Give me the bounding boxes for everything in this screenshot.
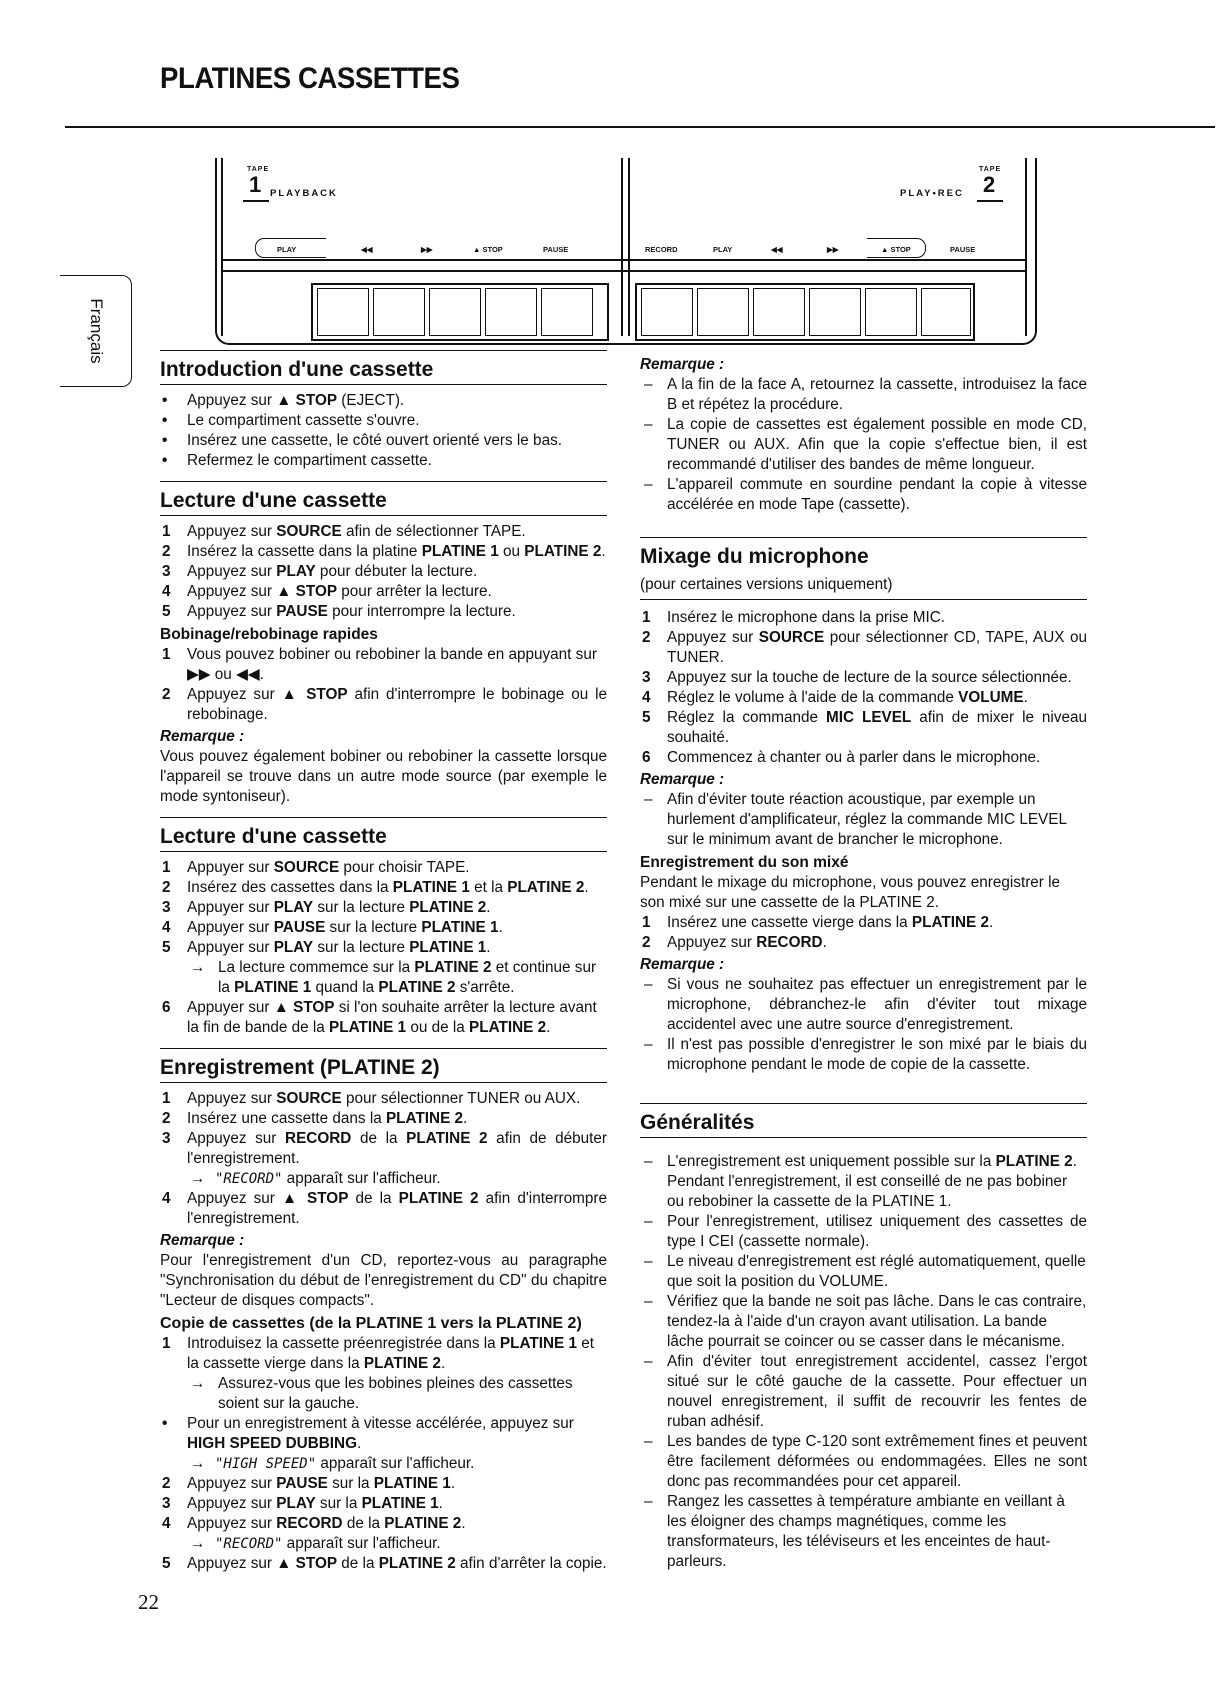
right-column: Remarque : – A la fin de la face A, retournez la cassette, introduisez la face B et répétez la procédure. – La copie de cassettes est également possible en mode CD, TUNER ou AUX. Afin que la copie s'effectue bien, il est recommandé d'utiliser des bandes de même longueur. – L'appareil commute en sourdine pendant la copie à vitesse accélérée en mode Tape (cassette). Mixage du microphone (pour certaines versions uniquement) 1 Insérez le microphone dans la prise MIC. 2 Appuyez sur SOURCE pour sélectionner CD, TAPE, AUX ou TUNER. 3 Appuyez sur la touche de lecture de la source sélectionnée. 4 Réglez le volume à l'aide de la commande VOLUME. 5 Réglez la commande MIC LEVEL afin de mixer le niveau souhaité. 6 Commencez à chanter ou à parler dans le microphone. Remarque : – Afin d'éviter toute réaction acoustique, par exemple un hurlement d'amplificateur, réglez la commande MIC LEVEL sur le minimum avant de brancher le microphone. Enregistrement du son mixé Pendant le mixage du microphone, vous pouvez enregistrer le son mixé sur une cassette de la PLATINE 2. 1 Insérez une cassette vierge dans la PLATINE 2. 2 Appuyez sur RECORD. Remarque : – Si vous ne souhaitez pas effectuer un enregistrement par le microphone, débranchez-le afin d'éviter tout mixage accidentel avec une autre source d'enregistrement. – Il n'est pas possible d'enregistrer le son mixé par le biais du microphone pendant le mode de copie de la cassette. Généralités – L'enregistrement est uniquement possible sur la PLATINE 2. Pendant l'enregistrement, il est conseillé de ne pas bobiner ou rebobiner la cassette de la PLATINE 1. – Pour l'enregistrement, utilisez uniquement des cassettes de type I CEI (cassette normale). – Le niveau d'enregistrement est réglé automatiquement, quelle que soit la position du VOLUME. – Vérifiez que la bande ne soit pas lâche. Dans le cas contraire, tendez-la à l'aide d'un crayon avant utilisation. La bande lâche pourrait se coincer ou se casser dans le mécanisme. – Afin d'éviter tout enregistrement accidentel, cassez l'ergot situé sur le côté gauche de la cassette. Pour effectuer un nouvel enregistrement, il suffit de recouvrir les fentes de ruban adhésif. – Les bandes de type C-120 sont extrêmement fines et peuvent être facilement déformées ou endommagées. Elles ne sont donc pas recommandées pour cet appareil. – Rangez les cassettes à température ambiante en veillant à les éloigner des champs magnétiques, comme les transformateurs, les téléviseurs et les enceintes de haut-parleurs. <box>640 356 1088 1570</box>
deck2-tape-label: TAPE <box>979 166 1002 173</box>
deck1-play-button[interactable]: PLAY <box>277 245 297 254</box>
section-title: Enregistrement (PLATINE 2) <box>160 1048 607 1083</box>
deck1-stop-button[interactable]: ▲ STOP <box>473 245 503 254</box>
language-tab <box>60 275 132 387</box>
remark-label: Remarque : <box>640 956 725 973</box>
deck2-rewind-button[interactable]: ◀◀ <box>771 245 783 254</box>
left-column: Introduction d'une cassette • Appuyez sur ▲ STOP (EJECT). • Le compartiment cassette s'ouvre. • Insérez une cassette, le côté ouvert orienté vers le bas. • Refermez le compartiment cassette. Lecture d'une cassette 1 Appuyez sur SOURCE afin de sélectionner TAPE. 2 Insérez la cassette dans la platine PLATINE 1 ou PLATINE 2. 3 Appuyez sur PLAY pour débuter la lecture. 4 Appuyez sur ▲ STOP pour arrêter la lecture. 5 Appuyez sur PAUSE pour interrompre la lecture. Bobinage/rebobinage rapides 1 Vous pouvez bobiner ou rebobiner la bande en appuyant sur ▶▶ ou ◀◀. 2 Appuyez sur ▲ STOP afin d'interrompre le bobinage ou le rebobinage. Remarque : Vous pouvez également bobiner ou rebobiner la cassette lorsque l'appareil se trouve dans un autre mode source (par exemple le mode syntoniseur). Lecture d'une cassette 1 Appuyer sur SOURCE pour choisir TAPE. 2 Insérez des cassettes dans la PLATINE 1 et la PLATINE 2. 3 Appuyer sur PLAY sur la lecture PLATINE 2. 4 Appuyer sur PAUSE sur la lecture PLATINE 1. 5 Appuyer sur PLAY sur la lecture PLATINE 1. → La lecture commemce sur la PLATINE 2 et continue sur la PLATINE 1 quand la PLATINE 2 s'arrête. 6 Appuyer sur ▲ STOP si l'on souhaite arrêter la lecture avant la fin de bande de la PLATINE 1 ou de la PLATINE 2. Enregistrement (PLATINE 2) 1 Appuyez sur SOURCE pour sélectionner TUNER ou AUX. 2 Insérez une cassette dans la PLATINE 2. 3 Appuyez sur RECORD de la PLATINE 2 afin de débuter l'enregistrement. → "RECORD" apparaît sur l'afficheur. 4 Appuyez sur ▲ STOP de la PLATINE 2 afin d'interrompre l'enregistrement. Remarque : Pour l'enregistrement d'un CD, reportez-vous au paragraphe "Synchronisation du début de l'enregistrement du CD" du chapitre "Lecteur de disques compacts". Copie de cassettes (de la PLATINE 1 vers la PLATINE 2) 1 Introduisez la cassette préenregistrée dans la PLATINE 1 et la cassette vierge dans la PLATINE 2. → Assurez-vous que les bobines pleines des cassettes soient sur la gauche. • Pour un enregistrement à vitesse accélérée, appuyez sur HIGH SPEED DUBBING. → "HIGH SPEED" apparaît sur l'afficheur. 2 Appuyez sur PAUSE sur la PLATINE 1. 3 Appuyez sur PLAY sur la PLATINE 1. 4 Appuyez sur RECORD de la PLATINE 2. → "RECORD" apparaît sur l'afficheur. 5 Appuyez sur ▲ STOP de la PLATINE 2 afin d'arrêter la copie. <box>160 350 607 1574</box>
page-number: 22 <box>138 1590 159 1614</box>
deck2-record-button[interactable]: RECORD <box>645 245 678 254</box>
subsection-title: Bobinage/rebobinage rapides <box>160 626 378 643</box>
section-title: Lecture d'une cassette <box>160 481 607 516</box>
deck2-play-button[interactable]: PLAY <box>713 245 733 254</box>
deck1-name: PLAYBACK <box>270 188 338 199</box>
remark-label: Remarque : <box>160 1232 245 1249</box>
deck2-stop-button[interactable]: ▲ STOP <box>881 245 911 254</box>
deck1-rewind-button[interactable]: ◀◀ <box>361 245 373 254</box>
deck2-keys <box>635 283 975 341</box>
remark-label: Remarque : <box>640 356 725 373</box>
page-title: PLATINES CASSETTES <box>160 62 460 95</box>
section-title: Généralités <box>640 1103 1087 1138</box>
deck-divider <box>621 158 623 336</box>
deck1-number: 1 <box>249 172 262 197</box>
subsection-title: Enregistrement du son mixé <box>640 854 849 871</box>
section-title: Introduction d'une cassette <box>160 350 607 385</box>
section-title: Mixage du microphone <box>640 537 1087 569</box>
deck1-pause-button[interactable]: PAUSE <box>543 245 569 254</box>
cassette-deck-diagram <box>215 158 1033 348</box>
remark-label: Remarque : <box>160 728 245 745</box>
section-title: Lecture d'une cassette <box>160 817 607 852</box>
deck2-name: PLAY•REC <box>900 188 964 199</box>
header-rule <box>65 126 1215 128</box>
language-label: Français <box>86 298 106 364</box>
deck2-ffwd-button[interactable]: ▶▶ <box>827 245 839 254</box>
deck1-keys <box>311 283 609 341</box>
deck2-number: 2 <box>983 172 996 197</box>
deck1-tape-label: TAPE <box>247 166 270 173</box>
deck1-ffwd-button[interactable]: ▶▶ <box>421 245 433 254</box>
deck2-pause-button[interactable]: PAUSE <box>950 245 976 254</box>
remark-label: Remarque : <box>640 771 725 788</box>
subsection-title: Copie de cassettes (de la PLATINE 1 vers la PLATINE 2) <box>160 1315 582 1332</box>
